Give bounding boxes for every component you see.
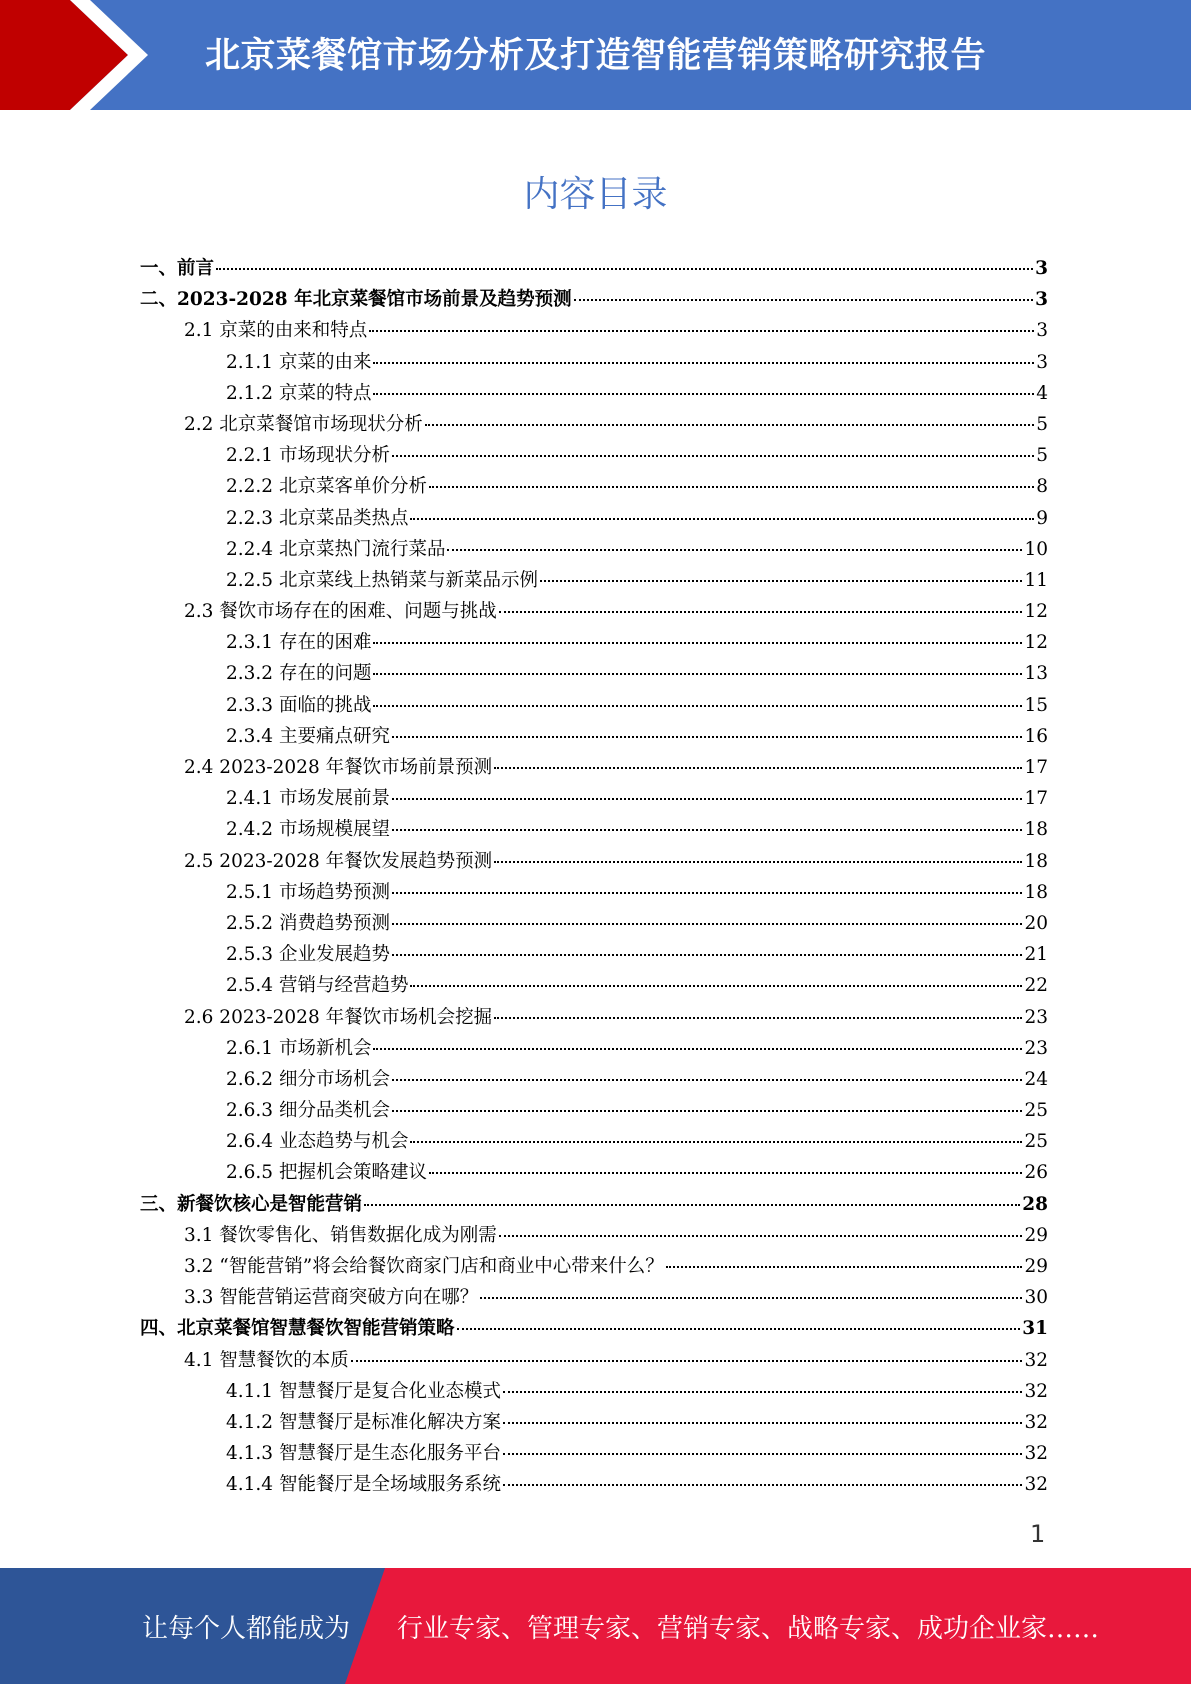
toc-entry-label: 2.2.3 北京菜品类热点 xyxy=(226,507,409,529)
toc-entry[interactable] xyxy=(140,1470,1048,1501)
toc-entry-label: 2.3.4 主要痛点研究 xyxy=(226,725,390,747)
toc-entry[interactable] xyxy=(140,472,1048,503)
toc-entry-page: 23 xyxy=(1024,1006,1048,1028)
toc-entry-page: 32 xyxy=(1024,1443,1048,1465)
toc-entry-label: 2.1.1 京菜的由来 xyxy=(226,351,372,373)
toc-dot-leader xyxy=(410,1141,1022,1143)
toc-entry[interactable] xyxy=(140,566,1048,597)
toc-dot-leader xyxy=(425,424,1034,426)
toc-dot-leader xyxy=(392,1079,1022,1081)
report-header-band xyxy=(0,0,1191,110)
toc-entry[interactable] xyxy=(140,1408,1048,1439)
toc-entry[interactable] xyxy=(140,441,1048,472)
toc-entry-label: 2.6 2023-2028 年餐饮市场机会挖掘 xyxy=(184,1006,493,1028)
toc-entry-page: 32 xyxy=(1024,1380,1048,1402)
toc-entry[interactable] xyxy=(140,254,1048,285)
toc-entry-label: 2.1 京菜的由来和特点 xyxy=(184,320,368,342)
toc-entry-page: 29 xyxy=(1024,1256,1048,1277)
toc-dot-leader xyxy=(392,829,1022,831)
toc-entry[interactable] xyxy=(140,1003,1048,1034)
toc-dot-leader xyxy=(392,954,1022,956)
toc-entry[interactable] xyxy=(140,1252,1048,1283)
toc-entry-page: 11 xyxy=(1024,569,1048,591)
toc-dot-leader xyxy=(392,892,1022,894)
toc-dot-leader xyxy=(351,1360,1023,1362)
toc-dot-leader xyxy=(392,1110,1022,1112)
toc-entry-label: 2.4 2023-2028 年餐饮市场前景预测 xyxy=(184,757,493,778)
toc-entry-page: 4 xyxy=(1036,382,1048,404)
toc-entry-page: 3 xyxy=(1035,289,1048,311)
toc-entry[interactable] xyxy=(140,971,1048,1002)
toc-entry-page: 3 xyxy=(1036,351,1048,373)
toc-dot-leader xyxy=(503,1422,1022,1424)
red-arrow-decoration xyxy=(0,0,150,110)
toc-dot-leader xyxy=(373,1048,1022,1050)
toc-entry-label: 2.3 餐饮市场存在的困难、问题与挑战 xyxy=(184,601,497,623)
toc-heading: 内容目录 xyxy=(523,174,668,215)
toc-entry-label: 2.5.3 企业发展趋势 xyxy=(226,944,390,966)
toc-entry[interactable] xyxy=(140,815,1048,846)
toc-entry[interactable] xyxy=(140,379,1048,410)
toc-entry-label: 三、新餐饮核心是智能营销 xyxy=(140,1193,363,1215)
toc-dot-leader xyxy=(410,985,1022,987)
toc-entry-label: 2.5.1 市场趋势预测 xyxy=(226,881,390,903)
toc-entry-label: 2.2 北京菜餐馆市场现状分析 xyxy=(184,413,423,435)
toc-entry[interactable] xyxy=(140,940,1048,971)
toc-entry-page: 30 xyxy=(1024,1287,1048,1309)
toc-entry-label: 4.1.3 智慧餐厅是生态化服务平台 xyxy=(226,1443,501,1465)
toc-entry-page: 29 xyxy=(1024,1224,1048,1246)
toc-entry-page: 32 xyxy=(1024,1349,1048,1371)
toc-entry-label: 2.6.1 市场新机会 xyxy=(226,1037,372,1059)
toc-entry[interactable] xyxy=(140,691,1048,722)
toc-entry-page: 13 xyxy=(1024,663,1048,685)
toc-entry-page: 5 xyxy=(1036,413,1048,435)
toc-entry[interactable] xyxy=(140,1034,1048,1065)
toc-entry-page: 3 xyxy=(1036,320,1048,342)
toc-dot-leader xyxy=(499,611,1023,613)
toc-dot-leader xyxy=(369,330,1034,332)
toc-dot-leader xyxy=(373,642,1022,644)
toc-entry[interactable] xyxy=(140,1377,1048,1408)
toc-entry[interactable] xyxy=(140,909,1048,940)
toc-entry-label: 3.3 智能营销运营商突破方向在哪？ xyxy=(184,1287,479,1309)
toc-dot-leader xyxy=(392,455,1034,457)
toc-entry-page: 18 xyxy=(1024,881,1048,903)
table-of-contents xyxy=(140,254,1048,1502)
toc-dot-leader xyxy=(574,299,1034,301)
toc-entry[interactable] xyxy=(140,535,1048,566)
toc-entry[interactable] xyxy=(140,1283,1048,1314)
toc-entry[interactable] xyxy=(140,348,1048,379)
toc-entry-label: 二、2023-2028 年北京菜餐馆市场前景及趋势预测 xyxy=(140,289,572,311)
toc-entry-label: 3.1 餐饮零售化、销售数据化成为刚需 xyxy=(184,1224,497,1246)
toc-entry[interactable] xyxy=(140,1065,1048,1096)
toc-entry-label: 4.1.2 智慧餐厅是标准化解决方案 xyxy=(226,1411,501,1433)
footer-slogan-left: 让每个人都能成为 xyxy=(142,1614,351,1644)
toc-dot-leader xyxy=(666,1266,1023,1268)
toc-entry-label: 2.2.2 北京菜客单价分析 xyxy=(226,476,427,498)
toc-dot-leader xyxy=(447,549,1022,551)
toc-entry-page: 18 xyxy=(1024,819,1048,841)
toc-entry-label: 2.3.3 面临的挑战 xyxy=(226,694,372,716)
toc-dot-leader xyxy=(392,736,1022,738)
toc-dot-leader xyxy=(373,393,1034,395)
toc-entry-page: 28 xyxy=(1022,1193,1048,1215)
toc-entry-page: 22 xyxy=(1024,975,1048,997)
toc-dot-leader xyxy=(494,767,1022,769)
toc-entry[interactable] xyxy=(140,878,1048,909)
toc-entry-label: 2.5.2 消费趋势预测 xyxy=(226,912,390,934)
toc-entry-page: 32 xyxy=(1024,1411,1048,1433)
toc-entry-label: 2.2.1 市场现状分析 xyxy=(226,445,390,467)
toc-dot-leader xyxy=(494,1017,1022,1019)
toc-dot-leader xyxy=(429,486,1034,488)
toc-entry[interactable] xyxy=(140,1158,1048,1189)
toc-entry[interactable] xyxy=(140,1346,1048,1377)
toc-entry-label: 2.1.2 京菜的特点 xyxy=(226,382,372,404)
toc-entry[interactable] xyxy=(140,1096,1048,1127)
toc-dot-leader xyxy=(373,705,1022,707)
toc-entry[interactable] xyxy=(140,316,1048,347)
footer-slogan-right: 行业专家、管理专家、营销专家、战略专家、成功企业家…… xyxy=(397,1614,1100,1644)
toc-entry-label: 4.1 智慧餐饮的本质 xyxy=(184,1349,349,1371)
toc-dot-leader xyxy=(216,268,1033,270)
toc-entry[interactable] xyxy=(140,1314,1048,1345)
footer-band xyxy=(0,1568,1191,1684)
toc-entry-page: 3 xyxy=(1035,258,1048,279)
toc-entry-label: 2.6.3 细分品类机会 xyxy=(226,1100,390,1122)
toc-entry-page: 15 xyxy=(1024,694,1048,716)
toc-entry-label: 2.6.4 业态趋势与机会 xyxy=(226,1131,409,1153)
toc-entry[interactable] xyxy=(140,847,1048,878)
toc-dot-leader xyxy=(503,1391,1022,1393)
toc-entry-page: 17 xyxy=(1024,788,1048,810)
toc-entry-label: 一、前言 xyxy=(140,258,215,279)
toc-entry[interactable] xyxy=(140,784,1048,815)
toc-entry-page: 32 xyxy=(1024,1474,1048,1496)
toc-entry-label: 2.4.1 市场发展前景 xyxy=(226,788,390,810)
toc-entry[interactable] xyxy=(140,285,1048,316)
toc-entry-label: 2.3.2 存在的问题 xyxy=(226,663,372,685)
toc-entry-label: 2.5.4 营销与经营趋势 xyxy=(226,975,409,997)
toc-entry-page: 17 xyxy=(1024,757,1048,778)
toc-entry-page: 8 xyxy=(1036,476,1048,498)
toc-entry[interactable] xyxy=(140,410,1048,441)
toc-dot-leader xyxy=(540,580,1022,582)
toc-dot-leader xyxy=(410,518,1034,520)
toc-dot-leader xyxy=(364,1204,1020,1206)
toc-entry-page: 26 xyxy=(1024,1162,1048,1184)
toc-entry-page: 16 xyxy=(1024,725,1048,747)
toc-entry-page: 10 xyxy=(1024,538,1048,560)
toc-entry-label: 4.1.1 智慧餐厅是复合化业态模式 xyxy=(226,1380,501,1402)
toc-dot-leader xyxy=(392,798,1022,800)
toc-entry-page: 31 xyxy=(1022,1318,1048,1340)
toc-dot-leader xyxy=(457,1328,1021,1330)
toc-entry-label: 2.5 2023-2028 年餐饮发展趋势预测 xyxy=(184,850,493,872)
toc-entry-label: 2.6.2 细分市场机会 xyxy=(226,1068,390,1090)
toc-entry[interactable] xyxy=(140,597,1048,628)
report-title: 北京菜餐馆市场分析及打造智能营销策略研究报告 xyxy=(205,36,987,76)
toc-entry[interactable] xyxy=(140,1439,1048,1470)
toc-entry[interactable] xyxy=(140,628,1048,659)
toc-dot-leader xyxy=(499,1235,1023,1237)
toc-entry-label: 2.4.2 市场规模展望 xyxy=(226,819,390,841)
toc-entry-label: 4.1.4 智能餐厅是全场域服务系统 xyxy=(226,1474,501,1496)
toc-entry-label: 2.2.4 北京菜热门流行菜品 xyxy=(226,538,446,560)
toc-entry-page: 9 xyxy=(1036,507,1048,529)
toc-entry-page: 25 xyxy=(1024,1131,1048,1153)
toc-dot-leader xyxy=(480,1297,1022,1299)
toc-entry-page: 25 xyxy=(1024,1100,1048,1122)
toc-entry-page: 21 xyxy=(1024,944,1048,966)
toc-entry-page: 18 xyxy=(1024,850,1048,872)
toc-dot-leader xyxy=(373,362,1034,364)
toc-entry-label: 2.3.1 存在的困难 xyxy=(226,632,372,654)
toc-dot-leader xyxy=(503,1453,1022,1455)
toc-entry-page: 23 xyxy=(1024,1037,1048,1059)
toc-entry-page: 20 xyxy=(1024,912,1048,934)
toc-entry[interactable] xyxy=(140,659,1048,690)
toc-entry-page: 12 xyxy=(1024,632,1048,654)
toc-entry[interactable] xyxy=(140,753,1048,784)
toc-entry-label: 四、北京菜餐馆智慧餐饮智能营销策略 xyxy=(140,1318,455,1340)
toc-entry-label: 2.2.5 北京菜线上热销菜与新菜品示例 xyxy=(226,569,538,591)
toc-dot-leader xyxy=(429,1172,1022,1174)
toc-entry-label: 2.6.5 把握机会策略建议 xyxy=(226,1162,427,1184)
toc-entry-label: 3.2 “智能营销”将会给餐饮商家门店和商业中心带来什么？ xyxy=(184,1256,664,1277)
toc-entry[interactable] xyxy=(140,1221,1048,1252)
toc-entry-page: 5 xyxy=(1036,445,1048,467)
toc-entry[interactable] xyxy=(140,504,1048,535)
toc-entry-page: 24 xyxy=(1024,1068,1048,1090)
toc-entry[interactable] xyxy=(140,722,1048,753)
toc-entry[interactable] xyxy=(140,1127,1048,1158)
toc-dot-leader xyxy=(392,923,1022,925)
toc-dot-leader xyxy=(373,673,1022,675)
toc-entry-page: 12 xyxy=(1024,601,1048,623)
toc-dot-leader xyxy=(494,861,1022,863)
page-number: 1 xyxy=(1030,1520,1046,1548)
toc-dot-leader xyxy=(503,1484,1022,1486)
toc-entry[interactable] xyxy=(140,1190,1048,1221)
